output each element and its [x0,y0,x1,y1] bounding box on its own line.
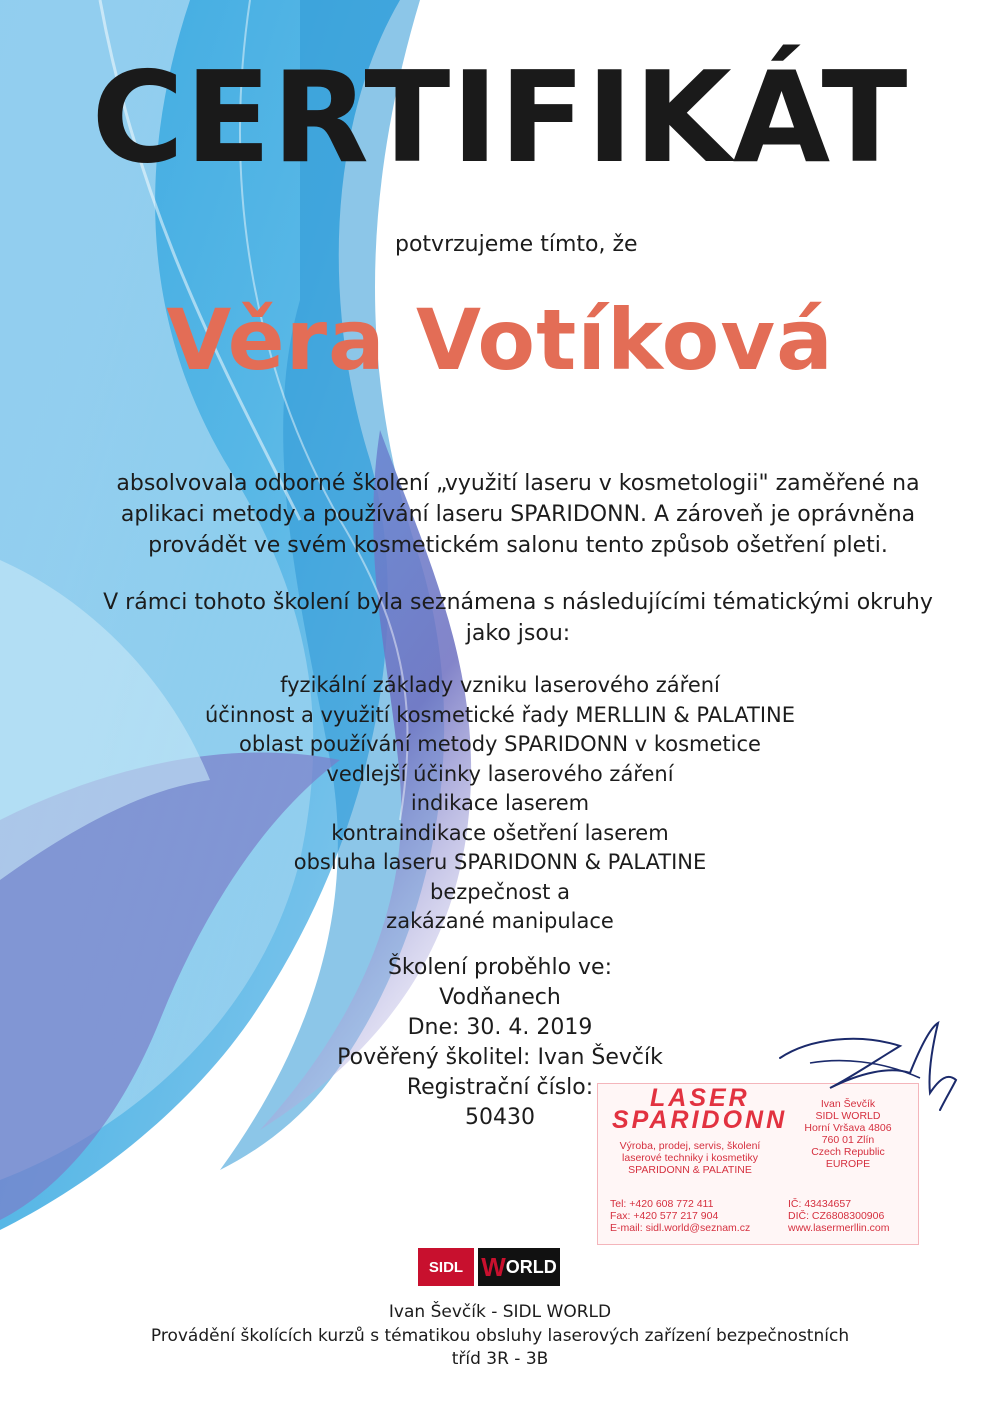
stamp-text: Czech Republic [811,1146,885,1158]
certificate-title: CERTIFIKÁT [91,44,909,191]
stamp-text: 760 01 Zlín [821,1134,875,1146]
stamp-text: SIDL WORLD [815,1110,881,1122]
registration-label: Registrační číslo: [406,1075,594,1100]
stamp-text: EUROPE [825,1158,871,1170]
stamp-text: Fax: +420 577 217 904 [610,1210,719,1222]
sidl-logo-left: SIDL [418,1248,474,1286]
stamp-text: Výroba, prodej, servis, školení [619,1140,761,1152]
list-item: zakázané manipulace [386,909,614,933]
list-item: kontraindikace ošetření laserem [331,820,669,845]
stamp-text: Ivan Ševčík [820,1098,876,1110]
footer-line-1: Ivan Ševčík - SIDL WORLD [388,1302,612,1322]
stamp-registration [788,1198,918,1234]
stamp-text: laserové techniky i kosmetiky [622,1152,758,1164]
list-item: fyzikální základy vzniku laserového záření [280,673,720,697]
training-place: Vodňanech [439,985,561,1010]
list-item: účinnost a využití kosmetické řady MERLLIN & PALATINE [204,702,796,727]
signature [770,1018,970,1118]
intro-text: potvrzujeme tímto, že [395,232,638,257]
list-item: oblast používání metody SPARIDONN v kosmetice [239,732,761,756]
list-item: vedlejší účinky laserového záření [326,761,674,786]
list-item: indikace laserem [410,791,590,815]
stamp-text: IČ: 43434657 [788,1198,852,1210]
topics-list [0,671,1000,937]
sidl-logo-rest: ORLD [505,1256,557,1277]
paragraph-1: absolvovala odborné školení „využití laseru v kosmetologii" zaměřené na aplikaci metody a používání laseru SPARIDONN. A zároveň je oprávněna provádět ve svém kosmetickém salonu tento způsob ošetření pleti. [116,471,920,558]
stamp-text: DIČ: CZ6808300906 [788,1210,885,1222]
stamp-logo-line-1: LASER [650,1084,750,1112]
footer [0,1301,1000,1372]
stamp-text: Tel: +420 608 772 411 [610,1198,714,1210]
paragraph-2: V rámci tohoto školení byla seznámena s následujícími tématickými okruhy jako jsou: [103,590,933,646]
stamp-contacts [610,1198,780,1234]
training-date: Dne: 30. 4. 2019 [407,1015,593,1040]
sidl-world-logo [418,1248,560,1286]
stamp-text: SPARIDONN & PALATINE [628,1164,752,1176]
trainer-name: Pověřený školitel: Ivan Ševčík [337,1045,663,1070]
stamp-text: E-mail: sidl.world@seznam.cz [610,1222,751,1234]
training-place-label: Školení proběhlo ve: [387,955,613,980]
recipient-name: Věra Votíková [166,291,834,389]
list-item: obsluha laseru SPARIDONN & PALATINE [293,850,707,874]
stamp-logo-line-2: SPARIDONN [612,1106,788,1134]
registration-number: 50430 [465,1105,535,1130]
sidl-logo-initial: W [481,1251,506,1282]
list-item: bezpečnost a [430,879,570,904]
stamp-text: Horní Vršava 4806 [804,1122,892,1134]
footer-line-2: Provádění školících kurzů s tématikou obsluhy laserových zařízení bezpečnostních [150,1325,850,1346]
sidl-logo-right [478,1248,560,1286]
footer-line-3: tříd 3R - 3B [451,1349,549,1369]
stamp-text: www.lasermerllin.com [788,1222,890,1234]
stamp-services [600,1140,780,1176]
